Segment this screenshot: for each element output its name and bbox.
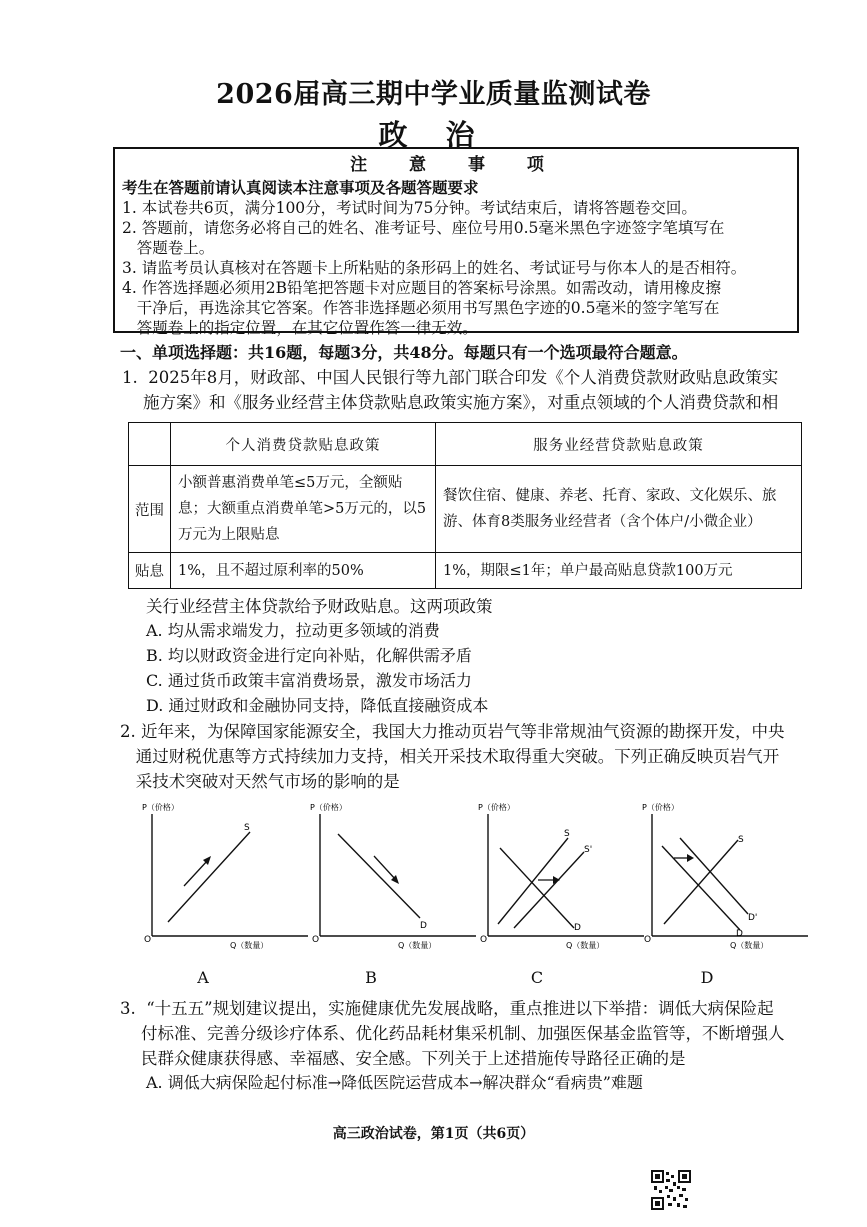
q2-stem-line: 采技术突破对天然气市场的影响的是 xyxy=(120,772,400,791)
table-header-row xyxy=(129,423,802,466)
notice-line: 答题卷上。 xyxy=(122,239,215,257)
notice-line: 考生在答题前请认真阅读本注意事项及各题答题要求 xyxy=(122,178,479,197)
q1-option-a: A. 均从需求端发力，拉动更多领域的消费 xyxy=(146,621,440,640)
table-header-cell xyxy=(129,423,171,466)
p-axis-label: P（价格） xyxy=(478,803,515,812)
demand-curve xyxy=(662,846,740,930)
q-axis-label: Q（数量） xyxy=(566,941,605,950)
arrow-head-icon xyxy=(687,854,694,862)
graph-b-demand-diagram xyxy=(308,800,480,952)
notice-line: 干净后，再选涂其它答案。作答非选择题必须用书写黑色字迹的0.5毫米的签字笔写在 xyxy=(122,299,720,317)
notice-line: 3. 请监考员认真核对在答题卡上所粘贴的条形码上的姓名、考试证号与你本人的是否相符。 xyxy=(122,259,747,277)
curve-label: S xyxy=(738,835,744,845)
shift-arrow xyxy=(374,856,396,880)
supply-curve-shifted xyxy=(514,852,584,928)
table-header-cell: 个人消费贷款贴息政策 xyxy=(171,423,436,466)
notice-line: 答题卷上的指定位置，在其它位置作答一律无效。 xyxy=(122,319,478,337)
q1-stem-continuation: 关行业经营主体贷款给予财政贴息。这两项政策 xyxy=(146,597,493,616)
graph-c-label: C xyxy=(530,968,544,987)
origin-label: O xyxy=(312,935,320,945)
p-axis-label: P（价格） xyxy=(142,803,179,812)
q1-option-d: D. 通过财政和金融协同支持，降低直接融资成本 xyxy=(146,696,489,715)
q1-option-b: B. 均以财政资金进行定向补贴，化解供需矛盾 xyxy=(146,646,472,665)
q-axis-label: Q（数量） xyxy=(230,941,269,950)
curve-label: S xyxy=(244,823,250,833)
qr-code-icon xyxy=(651,1170,691,1210)
curve-label: S xyxy=(564,829,570,839)
table-cell: 1%，期限≤1年；单户最高贴息贷款100万元 xyxy=(436,553,802,589)
curve-label: D' xyxy=(748,913,758,923)
q3-option-a: A. 调低大病保险起付标准→降低医院运营成本→解决群众“看病贵”难题 xyxy=(146,1073,643,1092)
curve-label: D xyxy=(420,921,427,931)
q3-stem-line: 民群众健康获得感、幸福感、安全感。下列关于上述措施传导路径正确的是 xyxy=(120,1049,686,1068)
table-row-label: 范围 xyxy=(129,466,171,553)
q1-stem-line: 1. 2025年8月，财政部、中国人民银行等九部门联合印发《个人消费贷款财政贴息政策实 xyxy=(122,368,779,387)
graph-a-label: A xyxy=(197,968,209,987)
table-cell: 1%，且不超过原利率的50% xyxy=(171,553,436,589)
notice-line: 4. 作答选择题必须用2B铅笔把答题卡对应题目的答案标号涂黑。如需改动，请用橡皮擦 xyxy=(122,279,721,297)
supply-curve xyxy=(664,840,738,924)
p-axis-label: P（价格） xyxy=(310,803,347,812)
q2-stem-line: 2. 近年来，为保障国家能源安全，我国大力推动页岩气等非常规油气资源的勘探开发，中央 xyxy=(120,722,785,741)
table-row xyxy=(129,553,802,589)
q3-stem-line: 付标准、完善分级诊疗体系、优化药品耗材集采机制、加强医保基金监管等，不断增强人 xyxy=(120,1024,785,1043)
notice-line: 2. 答题前，请您务必将自己的姓名、准考证号、座位号用0.5毫米黑色字迹签字笔填写在 xyxy=(122,219,725,237)
origin-label: O xyxy=(144,935,152,945)
origin-label: O xyxy=(480,935,488,945)
q1-stem-line: 施方案》和《服务业经营主体贷款贴息政策实施方案》，对重点领域的个人消费贷款和相 xyxy=(122,393,779,412)
page-footer: 高三政治试卷，第1页（共6页） xyxy=(332,1126,535,1142)
section-heading: 一、单项选择题：共16题，每题3分，共48分。每题只有一个选项最符合题意。 xyxy=(120,343,688,362)
policy-table xyxy=(128,422,802,589)
table-row xyxy=(129,466,802,553)
q-axis-label: Q（数量） xyxy=(730,941,769,950)
q1-option-c: C. 通过货币政策丰富消费场景，激发市场活力 xyxy=(146,671,472,690)
graph-d-label: D xyxy=(700,968,714,987)
graph-c-supply-shift-diagram xyxy=(476,800,648,952)
table-row-label: 贴息 xyxy=(129,553,171,589)
demand-curve xyxy=(338,834,420,918)
supply-curve xyxy=(168,832,250,922)
table-header-cell: 服务业经营贷款贴息政策 xyxy=(436,423,802,466)
subject-title: 政 治 xyxy=(378,118,489,152)
demand-curve xyxy=(500,848,574,928)
curve-label: D xyxy=(736,929,743,939)
table-cell: 餐饮住宿、健康、养老、托育、家政、文化娱乐、旅游、体育8类服务业经营者（含个体户/小微企业） xyxy=(436,466,802,553)
graph-a-supply-diagram xyxy=(140,800,312,952)
curve-label: D xyxy=(574,923,581,933)
q3-stem-line: 3. “十五五”规划建议提出，实施健康优先发展战略，重点推进以下举措：调低大病保险起 xyxy=(120,999,774,1018)
graph-b-label: B xyxy=(365,968,377,987)
origin-label: O xyxy=(644,935,652,945)
notice-heading: 注 意 事 项 xyxy=(350,155,562,175)
q2-stem-line: 通过财税优惠等方式持续加力支持，相关开采技术取得重大突破。下列正确反映页岩气开 xyxy=(120,747,780,766)
graph-d-demand-shift-diagram xyxy=(640,800,812,952)
notice-line: 1. 本试卷共6页，满分100分，考试时间为75分钟。考试结束后，请将答题卷交回。 xyxy=(122,199,697,217)
table-cell: 小额普惠消费单笔≤5万元，全额贴息；大额重点消费单笔>5万元的，以5万元为上限贴息 xyxy=(171,466,436,553)
q-axis-label: Q（数量） xyxy=(398,941,437,950)
p-axis-label: P（价格） xyxy=(642,803,679,812)
curve-label: S' xyxy=(584,845,593,855)
exam-title: 2026届高三期中学业质量监测试卷 xyxy=(216,79,651,110)
